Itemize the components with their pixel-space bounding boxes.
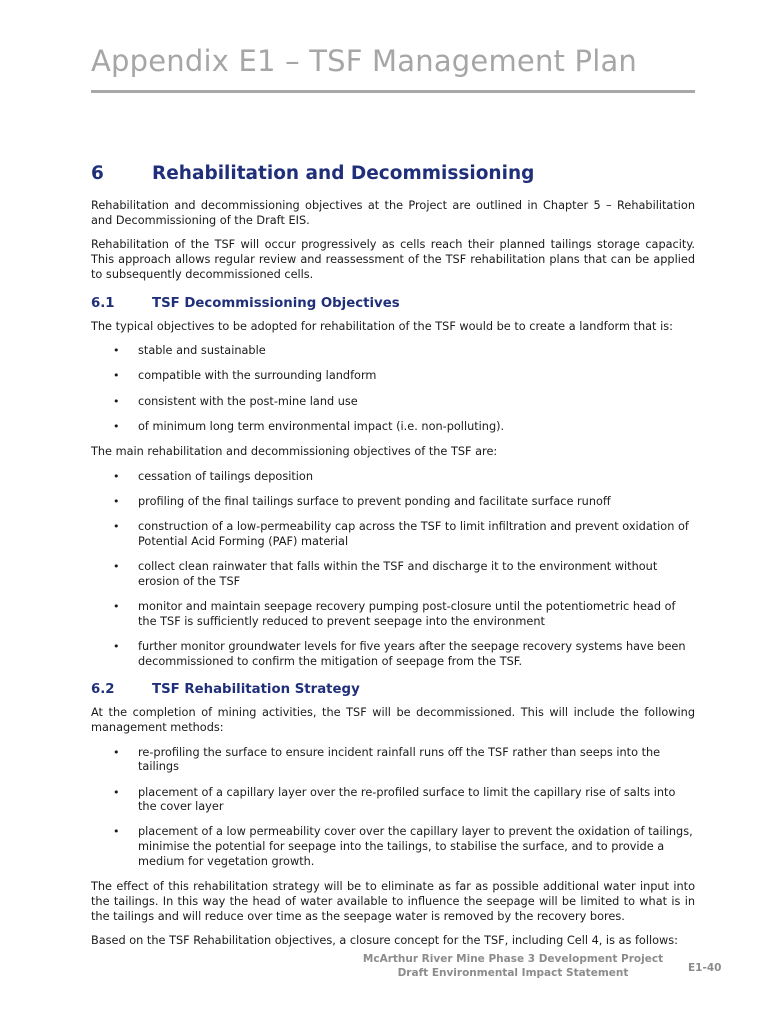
- list-item: • profiling of the final tailings surface to prevent ponding and facilitate surface runoff: [91, 495, 695, 510]
- subsection-title: TSF Decommissioning Objectives: [152, 295, 400, 311]
- footer-document-name: Draft Environmental Impact Statement: [397, 966, 629, 979]
- header-divider: [91, 90, 695, 93]
- list-item: • of minimum long term environmental impact (i.e. non-polluting).: [91, 420, 695, 435]
- list-item: • re-profiling the surface to ensure incident rainfall runs off the TSF rather than seeps into the tailings: [91, 746, 695, 775]
- section-number: 6: [91, 163, 104, 184]
- subsection-title: TSF Rehabilitation Strategy: [152, 682, 360, 698]
- list-item: • placement of a capillary layer over the re-profiled surface to limit the capillary rise of salts into the cover layer: [91, 786, 695, 815]
- section-title: Rehabilitation and Decommissioning: [152, 163, 535, 184]
- document-body: [91, 162, 695, 959]
- paragraph: The main rehabilitation and decommissioning objectives of the TSF are:: [91, 445, 498, 459]
- subsection-number: 6.1: [91, 295, 115, 311]
- section-heading: [91, 162, 695, 186]
- subsection-heading: [91, 295, 695, 313]
- bullet-list: [91, 470, 695, 670]
- paragraph: The effect of this rehabilitation strategy will be to eliminate as far as possible additional water input into the tailings. In this way the head of water available to influence the seepage will be limited to what is in the tailings and will reduce over time as the seepage water is removed by the recovery bores.: [91, 880, 695, 923]
- footer-project-name: McArthur River Mine Phase 3 Development Project: [362, 953, 664, 965]
- paragraph: At the completion of mining activities, the TSF will be decommissioned. This will include the following management methods:: [91, 706, 695, 734]
- paragraph: Rehabilitation of the TSF will occur progressively as cells reach their planned tailings storage capacity. This approach allows regular review and reassessment of the TSF rehabilitation plans that can be applied to subsequently decommissioned cells.: [91, 238, 695, 281]
- list-item: • collect clean rainwater that falls within the TSF and discharge it to the environment without erosion of the TSF: [91, 560, 695, 589]
- list-item: • further monitor groundwater levels for five years after the seepage recovery systems have been decommissioned to confirm the mitigation of seepage from the TSF.: [91, 640, 695, 669]
- page-header-title: Appendix E1 – TSF Management Plan: [91, 44, 638, 78]
- page-number: E1-40: [688, 962, 722, 974]
- list-item: • cessation of tailings deposition: [91, 470, 695, 485]
- bullet-list: [91, 344, 695, 434]
- list-item: • consistent with the post-mine land use: [91, 395, 695, 410]
- subsection-number: 6.2: [91, 682, 115, 698]
- list-item: • monitor and maintain seepage recovery pumping post-closure until the potentiometric head of the TSF is sufficiently reduced to prevent seepage into the environment: [91, 600, 695, 629]
- bullet-list: [91, 746, 695, 870]
- paragraph: Based on the TSF Rehabilitation objectives, a closure concept for the TSF, including Cell 4, is as follows:: [91, 934, 678, 948]
- subsection-heading: [91, 681, 695, 699]
- paragraph: The typical objectives to be adopted for rehabilitation of the TSF would be to create a landform that is:: [91, 319, 673, 333]
- list-item: • placement of a low permeability cover over the capillary layer to prevent the oxidation of tailings, minimise the potential for seepage into the tailings, to stabilise the surface, and to provide a medium for vegetation growth.: [91, 825, 695, 869]
- paragraph: Rehabilitation and decommissioning objectives at the Project are outlined in Chapter 5 – Rehabilitation and Decommissioning of the Draft EIS.: [91, 199, 695, 227]
- list-item: • compatible with the surrounding landform: [91, 369, 695, 384]
- page-footer: [360, 953, 666, 980]
- list-item: • construction of a low-permeability cap across the TSF to limit infiltration and prevent oxidation of Potential Acid Forming (PAF) material: [91, 520, 695, 549]
- list-item: • stable and sustainable: [91, 344, 695, 359]
